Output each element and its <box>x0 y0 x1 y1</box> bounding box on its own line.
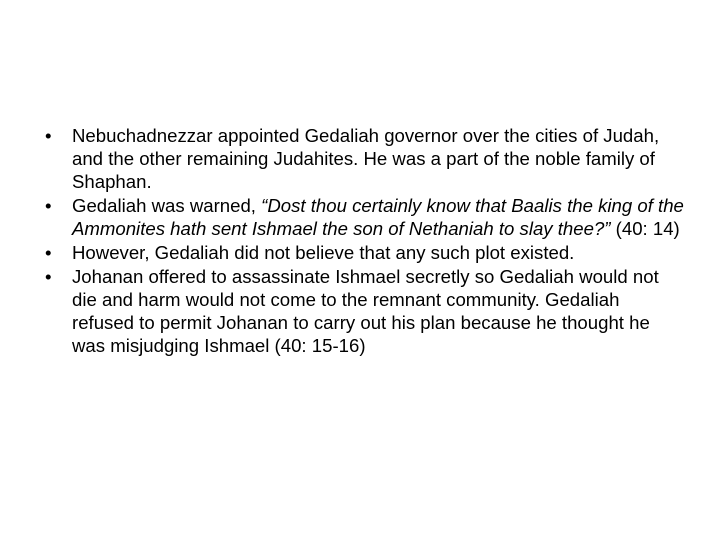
bullet-icon: • <box>45 125 52 146</box>
bullet-icon: • <box>45 266 52 287</box>
bullet-item <box>45 194 685 240</box>
bullet-item <box>45 265 685 357</box>
bullet-icon: • <box>45 195 52 216</box>
bullet-quote: “Dost thou certainly know that Baalis the king of the Ammonites hath sent Ishmael the son of Nethaniah to slay thee?” <box>72 195 684 239</box>
bullet-item <box>45 241 685 264</box>
bullet-text: However, Gedaliah did not believe that any such plot existed. <box>72 242 575 263</box>
slide-body <box>45 124 685 358</box>
bullet-text: Nebuchadnezzar appointed Gedaliah governor over the cities of Judah, and the other remaining Judahites. He was a part of the noble family of Shaphan. <box>72 125 660 192</box>
bullet-text-lead: Gedaliah was warned, <box>72 195 262 216</box>
bullet-list <box>45 124 685 357</box>
bullet-icon: • <box>45 242 52 263</box>
bullet-citation: (40: 14) <box>610 218 680 239</box>
bullet-text: Johanan offered to assassinate Ishmael secretly so Gedaliah would not die and harm would not come to the remnant community. Gedaliah refused to permit Johanan to carry out his plan because he thought he was misjudging Ishmael (40: 15-16) <box>72 266 659 356</box>
bullet-item <box>45 124 685 193</box>
